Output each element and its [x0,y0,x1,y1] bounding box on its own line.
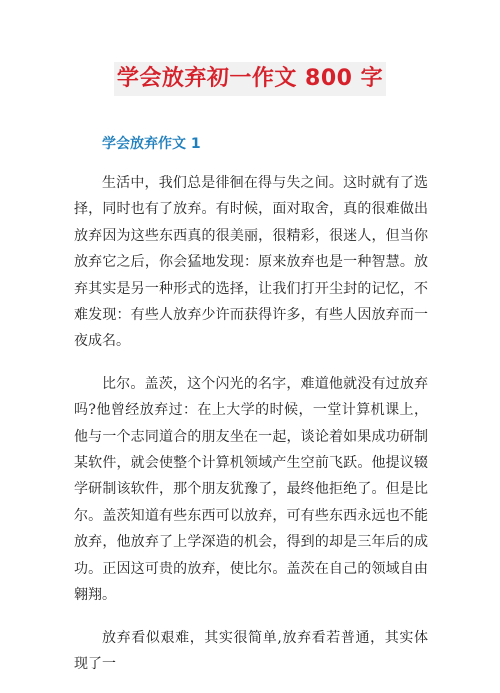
title-container [0,62,500,96]
paragraph-3: 放弃看似艰难，其实很简单,放弃看若普通，其实体现了一 [74,629,428,672]
page-title: 学会放弃初一作文 800 字 [114,62,386,96]
section-heading: 学会放弃作文 1 [102,136,201,152]
article-body [74,170,428,693]
paragraph-1: 生活中，我们总是徘徊在得与失之间。这时就有了选择，同时也有了放弃。有时候，面对取舍，真的很难做出放弃因为这些东西真的很美丽，很精彩，很迷人，但当你放弃它之后，你会猛地发现：原来放弃也是一种智慧。放弃其实是另一种形式的选择，让我们打开尘封的记忆，不难发现：有些人放弃少许而获得许多，有些人因放弃而一夜成名。 [74,175,428,350]
paragraph-2: 比尔。盖茨，这个闪光的名字，难道他就没有过放弃吗?他曾经放弃过：在上大学的时候，一堂计算机课上，他与一个志同道合的朋友坐在一起，谈论着如果成功研制某软件，就会使整个计算机领域产生空前飞跃。他提议辍学研制该软件，那个朋友犹豫了，最终他拒绝了。但是比尔。盖茨知道有些东西可以放弃，可有些东西永远也不能放弃，他放弃了上学深造的机会，得到的却是三年后的成功。正因这可贵的放弃，使比尔。盖茨在自己的领域自由翱翔。 [74,375,428,604]
